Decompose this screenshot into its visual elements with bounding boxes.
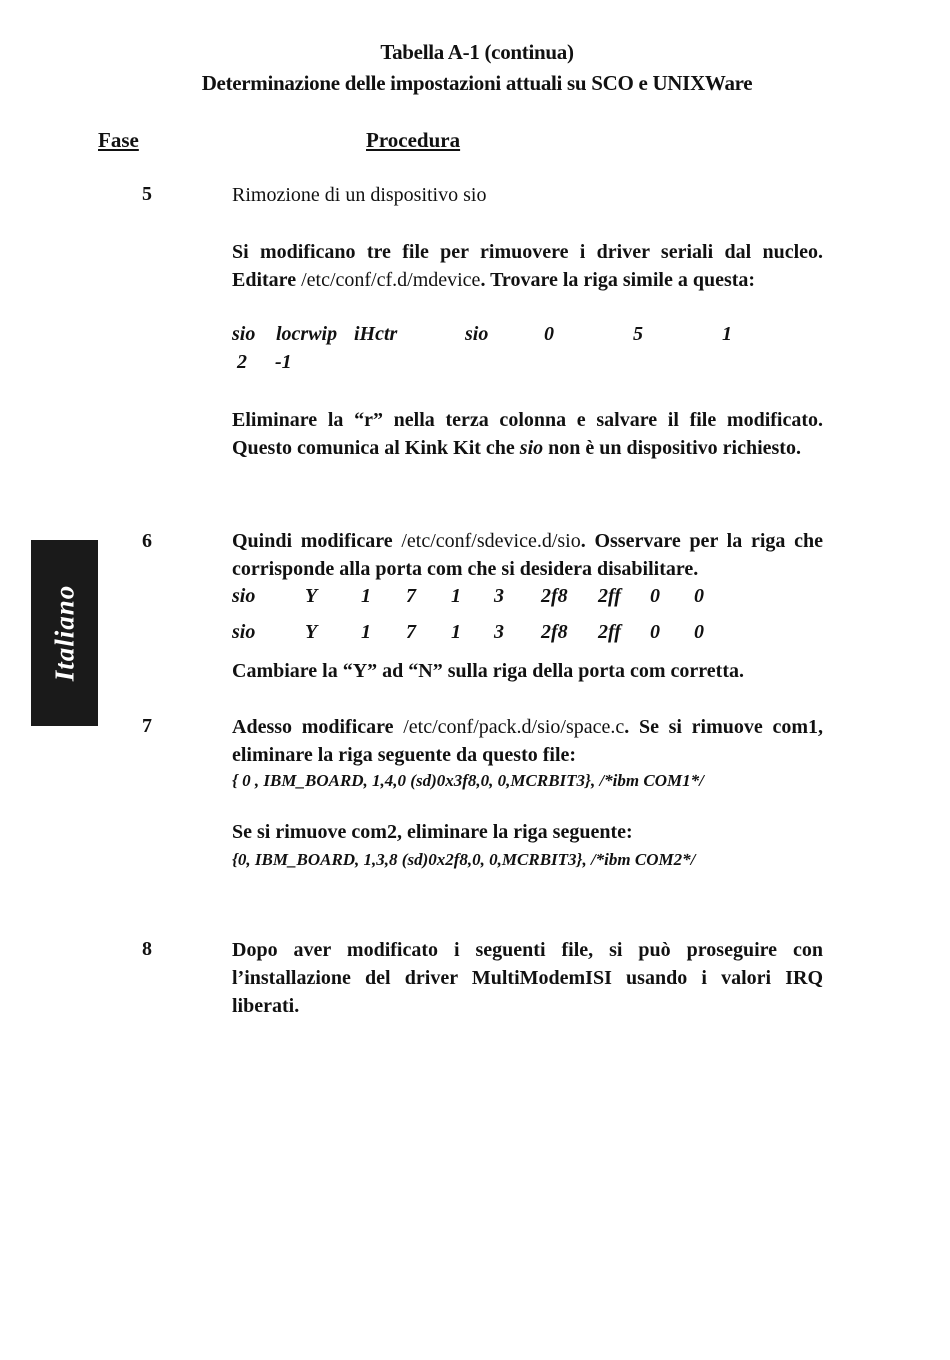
space-c-path: /etc/conf/pack.d/sio/space.c	[403, 716, 625, 738]
space-c-code-com1: { 0 , IBM_BOARD, 1,4,0 (sd)0x3f8,0, 0,MCRBIT3}, /*ibm COM1*/	[232, 771, 704, 790]
sdevice-code-row-2: sio Y 1 7 1 3 2f8 2ff 0 0	[232, 621, 704, 643]
step-6-paragraph: Quindi modificare /etc/conf/sdevice.d/sio. Osservare per la riga che corrisponde alla porta com che si desidera disabilitare.	[232, 530, 823, 580]
step-8-paragraph: Dopo aver modificato i seguenti file, si può proseguire con l’installazione del driver MultiModemISI usando i valori IRQ liberati.	[232, 939, 823, 1017]
step-7-paragraph: Adesso modificare /etc/conf/pack.d/sio/space.c. Se si rimuove com1, eliminare la riga seguente da questo file:	[232, 716, 823, 766]
mdevice-path: /etc/conf/cf.d/mdevice	[301, 269, 481, 291]
sdevice-path: /etc/conf/sdevice.d/sio	[401, 530, 581, 552]
step-7-paragraph-2: Se si rimuove com2, eliminare la riga seguente:	[232, 821, 633, 843]
table-title: Tabella A-1 (continua)	[380, 40, 574, 64]
step-number-5: 5	[142, 183, 152, 205]
language-side-tab	[31, 540, 98, 726]
language-label: Italiano	[49, 584, 79, 682]
step-number-8: 8	[142, 938, 152, 960]
step-6-paragraph-2: Cambiare la “Y” ad “N” sulla riga della porta com corretta.	[232, 660, 744, 682]
mdevice-code-line-2: 2 -1	[237, 351, 292, 373]
step-number-6: 6	[142, 530, 152, 552]
step-number-7: 7	[142, 715, 152, 737]
column-header-procedure: Procedura	[366, 128, 461, 152]
step-5-paragraph-2: Eliminare la “r” nella terza colonna e salvare il file modificato. Questo comunica al Kink Kit che sio non è un dispositivo richiesto.	[232, 409, 823, 459]
step-5-paragraph-1: Si modificano tre file per rimuovere i driver seriali dal nucleo. Editare /etc/conf/cf.d/mdevice. Trovare la riga simile a questa:	[232, 241, 823, 291]
space-c-code-com2: {0, IBM_BOARD, 1,3,8 (sd)0x2f8,0, 0,MCRBIT3}, /*ibm COM2*/	[232, 850, 696, 869]
sdevice-code-row-1: sio Y 1 7 1 3 2f8 2ff 0 0	[232, 585, 704, 607]
table-subtitle: Determinazione delle impostazioni attuali su SCO e UNIXWare	[201, 71, 753, 95]
step-5-heading: Rimozione di un dispositivo sio	[232, 184, 487, 206]
mdevice-code-line-1: sio locrwip iHctr sio 0 5 1	[232, 323, 732, 345]
column-header-step: Fase	[98, 128, 139, 152]
